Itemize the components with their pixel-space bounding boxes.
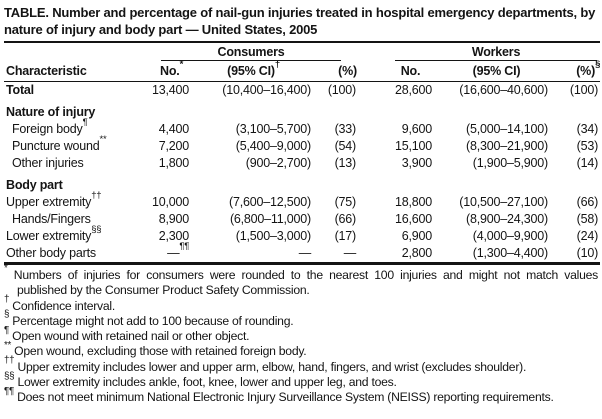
gap-cell (357, 82, 383, 100)
table-row-lower-extremity (4, 228, 600, 245)
footnote-text: Upper extremity includes lower and upper arm, elbow, hand, fingers, and wrist (excludes shoulder). (17, 359, 527, 374)
consumers-pct-cell: (33) (334, 122, 357, 136)
consumers-ci-footnote-marker: † (274, 58, 280, 70)
workers-pct-footnote-marker: § (595, 58, 601, 70)
footnote-marker: ¶ (4, 324, 9, 336)
consumers-no-cell: 7,200 (158, 139, 189, 153)
column-header-consumers-no (148, 58, 195, 82)
cell-footnote-marker: ¶¶ (179, 240, 189, 252)
row-label: Upper extremity (6, 195, 92, 209)
section-row-nature-of-injury (4, 99, 600, 121)
footnote-marker: ** (4, 339, 12, 351)
workers-ci-cell: (10,500–27,100) (459, 195, 549, 209)
workers-pct-cell: (58) (576, 212, 599, 226)
row-footnote-marker: †† (91, 189, 102, 201)
consumers-ci-cell: (3,100–5,700) (235, 122, 311, 136)
group-header-workers (383, 43, 600, 61)
characteristic-cell: Hands/Fingers (12, 212, 91, 226)
consumers-no-cell: 8,900 (158, 212, 189, 226)
workers-pct-label: (%) (576, 64, 596, 78)
footnote-marker: § (4, 309, 10, 321)
footnote-text: Percentage might not add to 100 because of rounding. (12, 313, 294, 328)
consumers-no-cell: 13,400 (151, 83, 189, 97)
characteristic-cell (4, 189, 148, 211)
footnote-double-section (4, 370, 598, 390)
section-label: Nature of injury (6, 105, 96, 119)
column-header-consumers-pct: (%) (312, 61, 357, 82)
workers-ci-cell: (1,300–4,400) (438, 245, 555, 264)
table-row-upper-extremity (4, 194, 600, 211)
footnote-text: Does not meet minimum National Electronic Injury Surveillance System (NEISS) reporting requirements. (17, 390, 554, 405)
footnote-text: Numbers of injuries for consumers were rounded to the nearest 100 injuries and might not match values published by the Consumer Product Safety Commission. (13, 268, 599, 298)
footnote-list (4, 263, 600, 406)
footnote-pilcrow (4, 324, 598, 344)
table-title: TABLE. Number and percentage of nail-gun injuries treated in hospital emergency departments, by nature of injury and body part — United States, 2005 (4, 0, 600, 43)
workers-pct-cell: (66) (576, 195, 599, 209)
gap-cell (357, 194, 383, 211)
gap-cell (357, 245, 383, 264)
workers-no-cell: 16,600 (394, 212, 433, 226)
consumers-ci-cell: (900–2,700) (245, 156, 311, 170)
table-row-foreign-body (4, 121, 600, 138)
characteristic-cell: Other injuries (12, 156, 84, 170)
workers-ci-cell: (16,600–40,600) (459, 83, 549, 97)
consumers-no-cell (148, 240, 195, 264)
workers-no-cell: 18,800 (394, 195, 433, 209)
workers-no-cell: 2,800 (383, 245, 438, 264)
workers-no-cell: 28,600 (394, 83, 433, 97)
consumers-no-label: No. (160, 64, 180, 78)
total-row (4, 82, 600, 100)
footnote-text: Open wound, excluding those with retained foreign body. (14, 344, 307, 359)
consumers-ci-cell: (6,800–11,000) (229, 212, 311, 226)
consumers-no-cell: 2,300 (158, 229, 189, 243)
column-header-consumers-ci (195, 58, 312, 82)
footnote-marker: §§ (4, 370, 15, 382)
footnote-marker: ¶¶ (4, 385, 14, 397)
footnote-dagger (4, 294, 598, 314)
column-header-gap (357, 61, 383, 82)
workers-ci-cell: (4,000–9,900) (472, 229, 549, 243)
group-header-row (4, 43, 600, 61)
column-header-characteristic: Characteristic (4, 61, 148, 82)
footnote-section (4, 309, 598, 329)
column-header-workers-pct (555, 58, 601, 82)
consumers-ci-label: (95% CI) (227, 64, 275, 78)
workers-pct-cell: (10) (555, 245, 600, 264)
footnote-double-dagger (4, 355, 598, 375)
workers-no-cell: 9,600 (401, 122, 433, 136)
gap-cell (357, 138, 383, 155)
consumers-ci-cell: — (195, 245, 312, 264)
row-footnote-marker: §§ (91, 223, 102, 235)
workers-ci-cell: (1,900–5,900) (472, 156, 549, 170)
footnote-double-asterisk (4, 339, 598, 359)
row-label: Puncture wound (12, 139, 100, 153)
gap-cell (357, 155, 383, 172)
consumers-ci-cell: (10,400–16,400) (222, 83, 311, 97)
consumers-no-cell: 10,000 (151, 195, 189, 209)
characteristic-cell (4, 223, 148, 245)
workers-no-cell: 3,900 (401, 156, 433, 170)
consumers-ci-cell: (5,400–9,000) (235, 139, 311, 153)
footnote-marker: † (4, 294, 10, 306)
characteristic-cell (4, 116, 148, 138)
characteristic-cell: Other body parts (4, 245, 148, 264)
footnote-text: Lower extremity includes ankle, foot, knee, lower and upper leg, and toes. (17, 375, 397, 390)
consumers-ci-cell: (7,600–12,500) (229, 195, 311, 209)
characteristic-cell: Total (6, 83, 34, 97)
consumers-pct-cell: (66) (334, 212, 357, 226)
table-row-other-body-parts (4, 245, 600, 264)
row-label: Lower extremity (6, 229, 92, 243)
workers-pct-cell: (34) (576, 122, 599, 136)
footnote-text: Open wound with retained nail or other object. (12, 329, 250, 344)
row-label: Foreign body (12, 122, 83, 136)
workers-pct-cell: (24) (576, 229, 599, 243)
column-header-workers-ci: (95% CI) (438, 61, 555, 82)
consumers-pct-cell: (13) (334, 156, 357, 170)
gap-cell (357, 228, 383, 245)
row-footnote-marker: ** (99, 133, 107, 145)
column-header-row (4, 61, 600, 82)
footnote-asterisk (4, 263, 599, 299)
workers-pct-cell: (100) (569, 83, 599, 97)
workers-no-cell: 6,900 (401, 229, 433, 243)
group-header-gap (357, 43, 383, 61)
footnote-double-pilcrow (4, 385, 598, 405)
consumers-no-footnote-marker: * (179, 58, 183, 70)
workers-pct-cell: (14) (576, 156, 599, 170)
consumers-no-cell: 4,400 (158, 122, 189, 136)
consumers-pct-cell: (17) (334, 229, 357, 243)
consumers-group-label: Consumers (161, 45, 341, 61)
consumers-ci-cell: (1,500–3,000) (235, 229, 311, 243)
footnote-marker: * (4, 263, 8, 275)
table-row-puncture-wound (4, 138, 600, 155)
workers-ci-cell: (8,900–24,300) (466, 212, 549, 226)
injury-data-table (4, 43, 600, 265)
consumers-pct-cell: (100) (327, 83, 357, 97)
workers-pct-cell: (53) (576, 139, 599, 153)
row-footnote-marker: ¶ (82, 116, 88, 128)
characteristic-cell (4, 133, 148, 155)
section-label: Body part (6, 178, 63, 192)
workers-ci-cell: (5,000–14,100) (466, 122, 549, 136)
consumers-no-cell: 1,800 (158, 156, 189, 170)
gap-cell (357, 211, 383, 228)
column-header-workers-no: No. (383, 61, 438, 82)
workers-ci-cell: (8,300–21,900) (466, 139, 549, 153)
group-header-empty (4, 43, 148, 61)
consumers-pct-cell: (75) (334, 195, 357, 209)
dash-value: — (167, 246, 180, 260)
table-row-other-injuries (4, 155, 600, 172)
consumers-pct-cell: — (312, 245, 357, 264)
workers-no-cell: 15,100 (394, 139, 433, 153)
gap-cell (357, 121, 383, 138)
consumers-pct-cell: (54) (334, 139, 357, 153)
footnote-text: Confidence interval. (12, 298, 116, 313)
footnote-marker: †† (4, 355, 15, 367)
workers-group-label: Workers (395, 45, 597, 61)
